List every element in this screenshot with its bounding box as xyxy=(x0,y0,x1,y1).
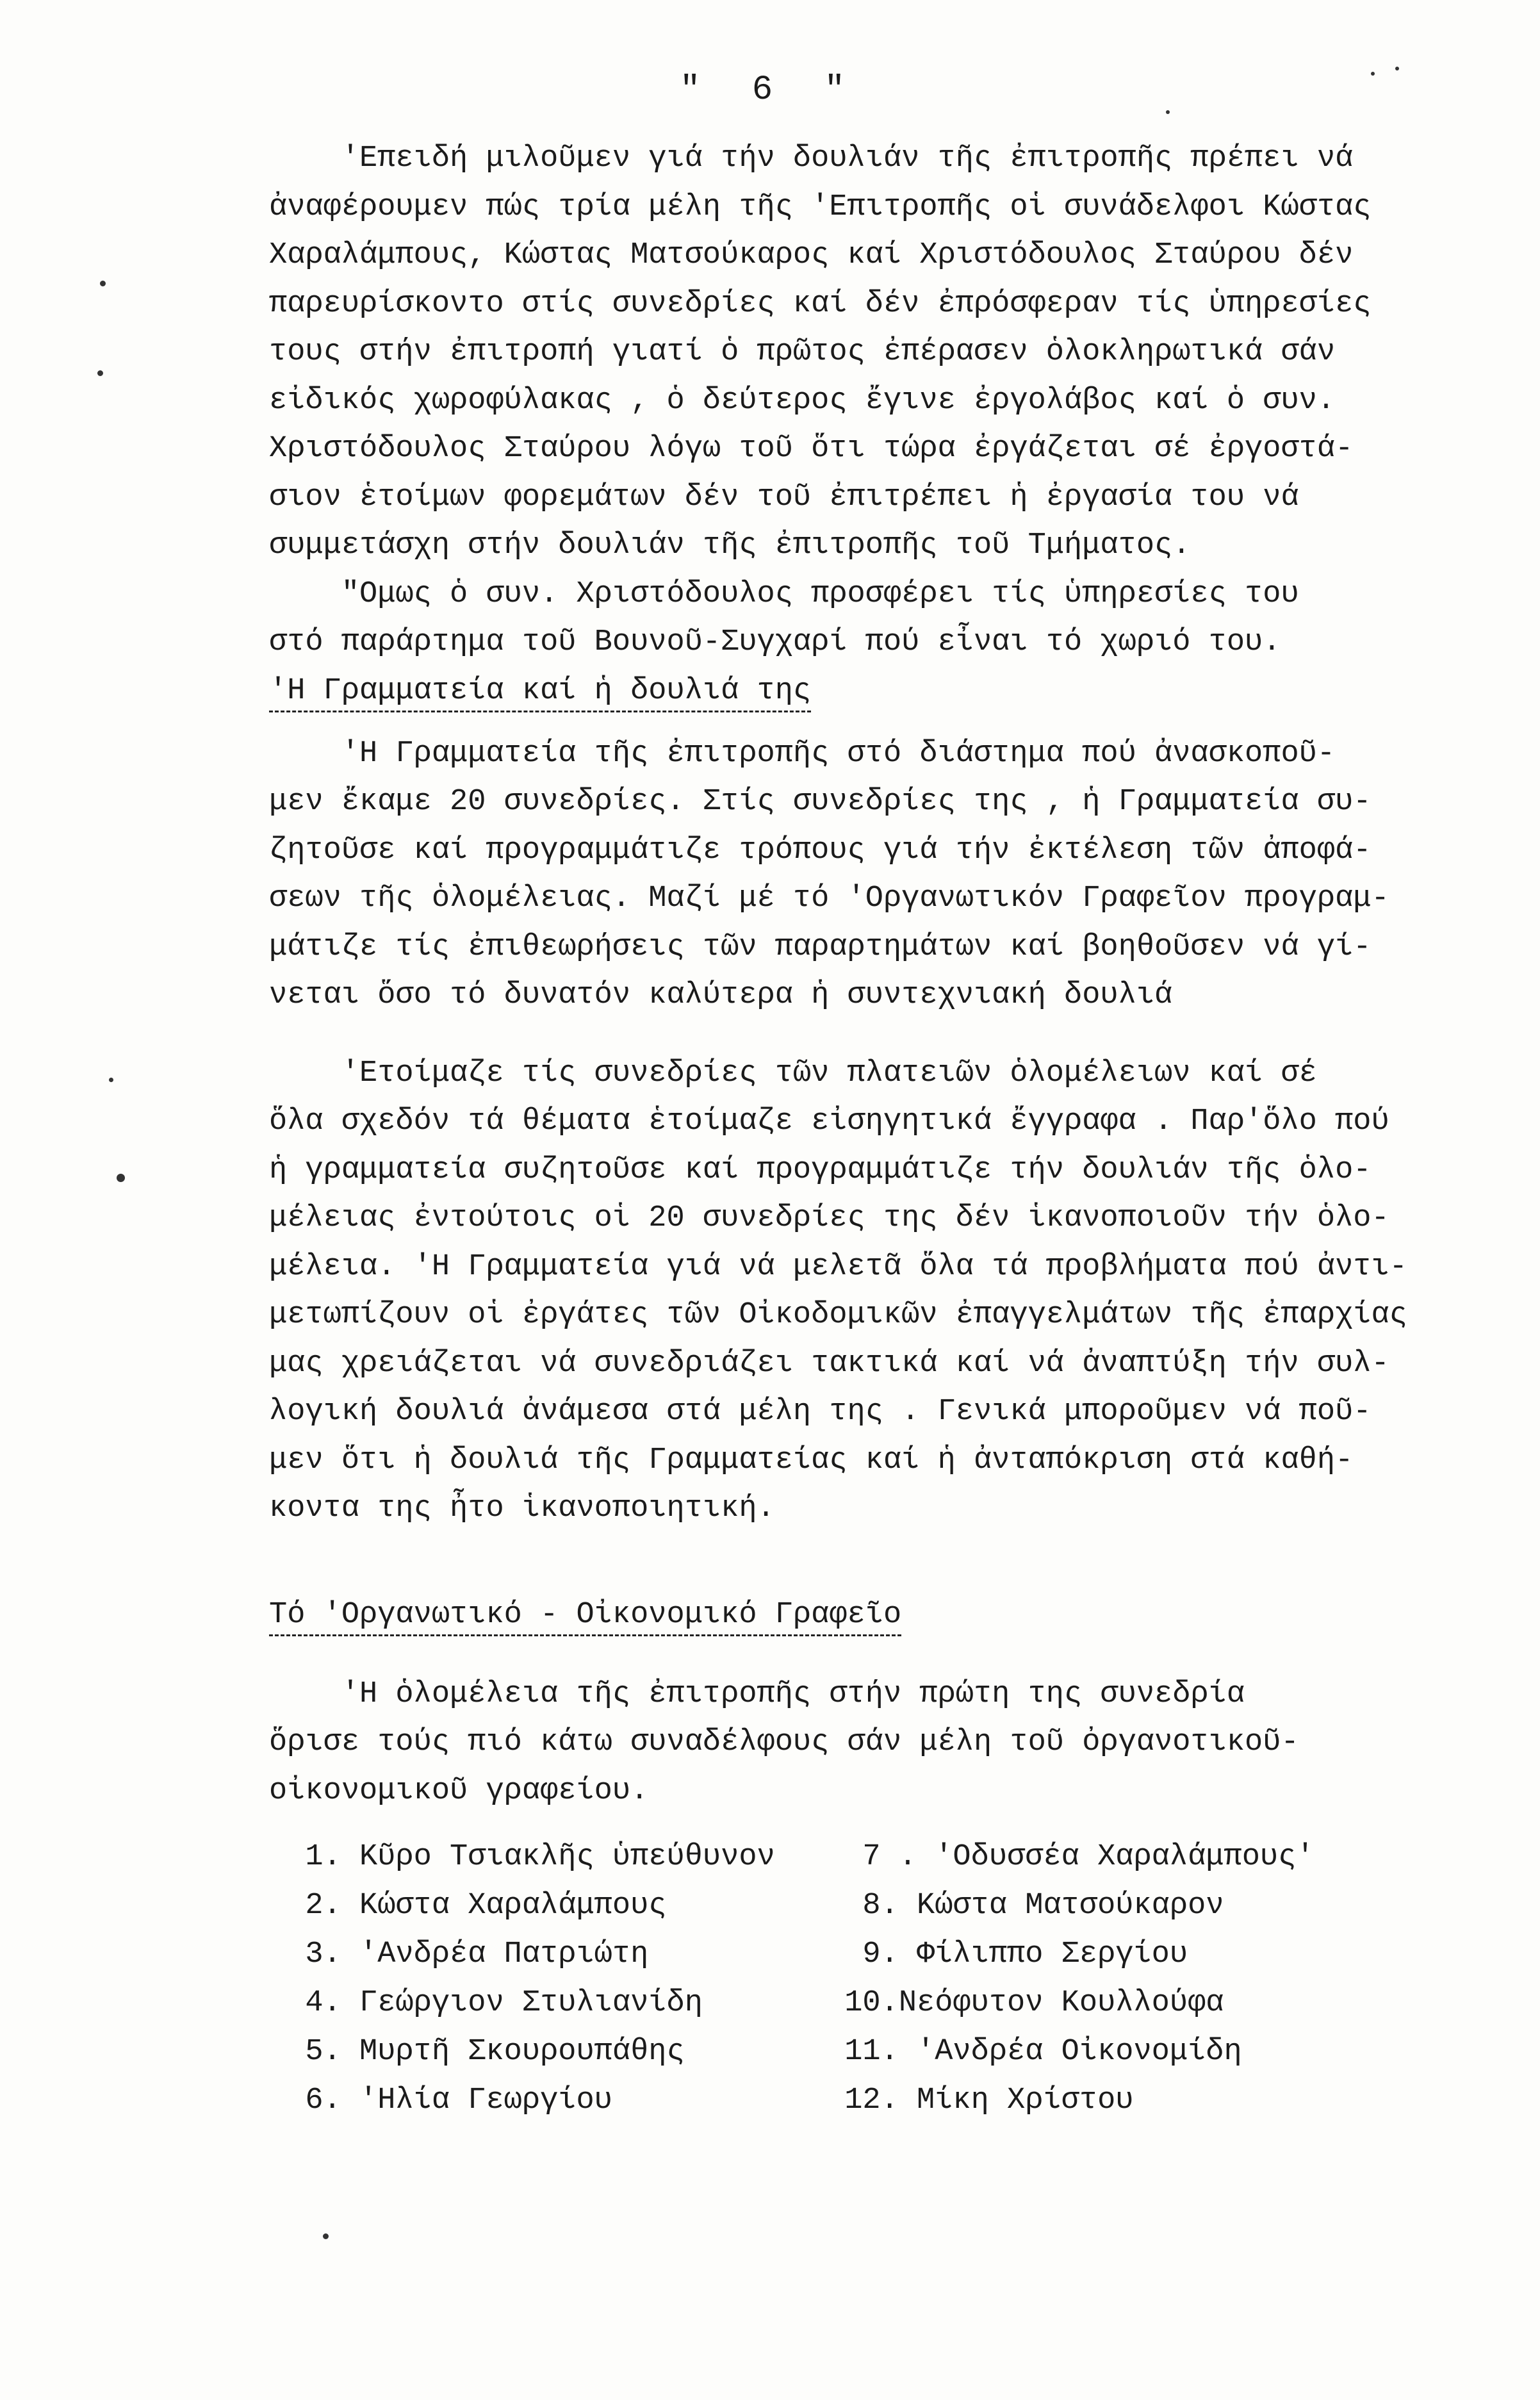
text-line: ὅλα σχεδόν τά θέματα ἑτοίμαζε εἰσηγητικά ἔγγραφα . Παρ'ὅλο πού xyxy=(269,1105,1389,1138)
text-line: στό παράρτημα τοῦ Βουνοῦ-Συγχαρί πού εἶναι τό χωριό του. xyxy=(269,625,1281,659)
text-line: μετωπίζουν οἱ ἐργάτες τῶν Οἰκοδομικῶν ἐπαγγελμάτων τῆς ἐπαρχίας xyxy=(269,1298,1407,1332)
text-line: σιον ἑτοίμων φορεμάτων δέν τοῦ ἐπιτρέπει ἡ ἐργασία του νά xyxy=(269,480,1299,514)
text-line: συμμετάσχη στήν δουλιάν τῆς ἐπιτροπῆς τοῦ Τμήματος. xyxy=(269,529,1191,563)
text-line: 'Η ὁλομέλεια τῆς ἐπιτροπῆς στήν πρώτη της συνεδρία xyxy=(269,1677,1245,1711)
list-item: 10.Νεόφυτον Κουλλούφα xyxy=(826,1986,1224,2020)
text-line: μέλειας ἐντούτοις οἱ 20 συνεδρίες της δέν ἱκανοποιοῦν τήν ὁλο- xyxy=(269,1201,1389,1235)
page-number: " 6 " xyxy=(679,70,861,110)
section-heading-secretariat: 'Η Γραμματεία καί ἡ δουλιά της xyxy=(269,672,811,712)
text-line: Χριστόδουλος Σταύρου λόγω τοῦ ὅτι τώρα ἐργάζεται σέ ἐργοστά- xyxy=(269,432,1354,466)
text-line: μας χρειάζεται νά συνεδριάζει τακτικά καί νά ἀναπτύξη τήν συλ- xyxy=(269,1346,1389,1381)
text-line: ὅρισε τούς πιό κάτω συναδέλφους σάν μέλη τοῦ ὀργανοτικοῦ- xyxy=(269,1725,1299,1759)
list-item: 4. Γεώργιον Στυλιανίδη xyxy=(269,1986,703,2020)
text-line: νεται ὅσο τό δυνατόν καλύτερα ἡ συντεχνιακή δουλιά xyxy=(269,978,1173,1012)
list-item: 8. Κώστα Ματσούκαρον xyxy=(826,1889,1224,1923)
text-line: ἡ γραμματεία συζητοῦσε καί προγραμμάτιζε τήν δουλιάν τῆς ὁλο- xyxy=(269,1153,1372,1187)
text-line: κοντα της ἦτο ἱκανοποιητική. xyxy=(269,1492,775,1525)
document-body xyxy=(269,135,1486,2125)
text-line: οἰκονομικοῦ γραφείου. xyxy=(269,1773,649,1808)
list-item: 11. 'Ανδρέα Οἰκονομίδη xyxy=(826,2035,1242,2069)
scan-speck xyxy=(1395,67,1399,70)
scan-speck xyxy=(100,281,106,286)
text-line: μεν ὅτι ἡ δουλιά τῆς Γραμματείας καί ἡ ἀνταπόκριση στά καθή- xyxy=(269,1443,1354,1477)
text-line: ζητοῦσε καί προγραμμάτιζε τρόπους γιά τήν ἐκτέλεση τῶν ἀποφά- xyxy=(269,833,1372,867)
text-line: εἰδικός χωροφύλακας , ὁ δεύτερος ἔγινε ἐργολάβος καί ὁ συν. xyxy=(269,383,1336,418)
scan-speck xyxy=(323,2233,329,2239)
text-line: Χαραλάμπους, Κώστας Ματσούκαρος καί Χριστόδουλος Σταύρου δέν xyxy=(269,238,1354,272)
paragraph-christodoulos xyxy=(269,570,1486,667)
list-item: 6. 'Ηλία Γεωργίου xyxy=(269,2084,612,2117)
text-line: παρευρίσκοντο στίς συνεδρίες καί δέν ἐπρόσφεραν τίς ὑπηρεσίες xyxy=(269,286,1372,321)
scan-speck xyxy=(1371,72,1375,76)
text-line: μεν ἔκαμε 20 συνεδρίες. Στίς συνεδρίες της , ἡ Γραμματεία συ- xyxy=(269,785,1372,819)
paragraph-office-members-intro xyxy=(269,1670,1486,1816)
text-line: 'Η Γραμματεία τῆς ἐπιτροπῆς στό διάστημα πού ἀνασκοποῦ- xyxy=(269,736,1336,771)
paragraph-committee-members xyxy=(269,135,1486,570)
list-item: 12. Μίκη Χρίστου xyxy=(826,2084,1134,2117)
list-item: 3. 'Ανδρέα Πατριώτη xyxy=(269,1937,649,1971)
text-line: μάτιζε τίς ἐπιθεωρήσεις τῶν παραρτημάτων καί βοηθοῦσεν νά γί- xyxy=(269,930,1372,964)
text-line: λογική δουλιά ἀνάμεσα στά μέλη της . Γενικά μποροῦμεν νά ποῦ- xyxy=(269,1395,1372,1429)
list-item: 2. Κώστα Χαραλάμπους xyxy=(269,1889,667,1923)
paragraph-secretariat-work xyxy=(269,1049,1486,1533)
office-members-list xyxy=(269,1833,1486,2125)
paragraph-secretariat-meetings xyxy=(269,730,1486,1020)
text-line: ἀναφέρουμεν πώς τρία μέλη τῆς 'Επιτροπῆς οἱ συνάδελφοι Κώστας xyxy=(269,190,1372,224)
scan-speck xyxy=(117,1174,125,1182)
scan-speck xyxy=(97,370,103,376)
text-line: μέλεια. 'Η Γραμματεία γιά νά μελετᾶ ὅλα τά προβλήματα πού ἀντι- xyxy=(269,1249,1407,1284)
list-item: 5. Μυρτῆ Σκουρουπάθης xyxy=(269,2035,685,2069)
text-line: τους στήν ἐπιτροπή γιατί ὁ πρῶτος ἐπέρασεν ὁλοκληρωτικά σάν xyxy=(269,335,1336,369)
scan-speck xyxy=(1166,110,1170,114)
text-line: 'Ετοίμαζε τίς συνεδρίες τῶν πλατειῶν ὁλομέλειων καί σέ xyxy=(269,1056,1317,1090)
list-item: 1. Κῦρο Τσιακλῆς ὑπεύθυνον xyxy=(269,1840,775,1874)
scan-speck xyxy=(109,1078,113,1082)
list-item: 9. Φίλιππο Σεργίου xyxy=(826,1937,1188,1971)
text-line: 'Επειδή μιλοῦμεν γιά τήν δουλιάν τῆς ἐπιτροπῆς πρέπει νά xyxy=(269,142,1354,176)
text-line: σεων τῆς ὁλομέλειας. Μαζί μέ τό 'Οργανωτικόν Γραφεῖον προγραμ- xyxy=(269,882,1389,916)
list-item: 7 . 'Οδυσσέα Χαραλάμπους' xyxy=(826,1840,1315,1874)
text-line: "Ομως ὁ συν. Χριστόδουλος προσφέρει τίς ὑπηρεσίες του xyxy=(269,577,1299,611)
section-heading-organisational-office: Τό 'Οργανωτικό - Οἰκονομικό Γραφεῖο xyxy=(269,1596,901,1636)
